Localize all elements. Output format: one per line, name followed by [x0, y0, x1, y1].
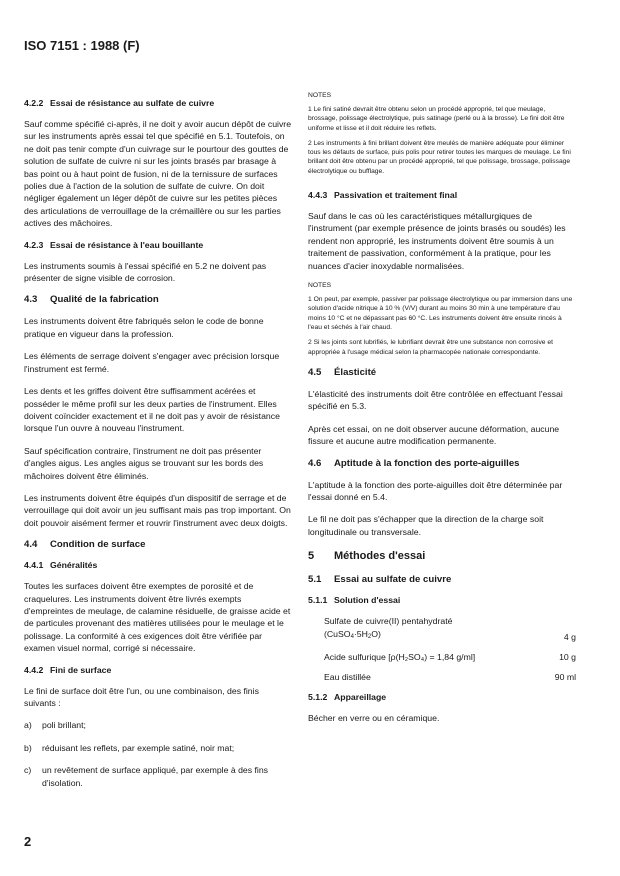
section-4-6-heading: 4.6 Aptitude à la fonction des porte-aiguilles	[308, 457, 520, 469]
section-5-1-1-heading: 5.1.1 Solution d'essai	[308, 595, 401, 606]
section-4-3-heading: 4.3 Qualité de la fabrication	[24, 294, 159, 306]
section-4-3-para-1: Les instruments doivent être fabriqués selon le code de bonne pratique en vigueur dans la profession.	[24, 316, 264, 339]
section-4-5-para-1: L'élasticité des instruments doit être contrôlée en effectuant l'essai spécifié en 5.3.	[308, 388, 563, 412]
section-4-3-para-4: Sauf spécification contraire, l'instrument ne doit pas présenter d'angles aigus. Les angles aigus se trouvant sur les bords des mâchoires doivent être éliminés.	[24, 445, 264, 481]
list-item: c) un revêtement de surface appliqué, par exemple à des fins d'isolation.	[24, 765, 269, 788]
solution-amount: 4 g	[563, 631, 576, 642]
section-4-4-2-heading: 4.4.2 Fini de surface	[24, 664, 112, 675]
test-solution-list	[324, 615, 576, 684]
notes-heading: NOTES	[308, 92, 332, 99]
solution-row	[324, 671, 576, 683]
section-4-6-para-1: L'aptitude à la fonction des porte-aiguilles doit être déterminée par l'essai donné en 5.4.	[308, 479, 563, 502]
section-4-2-2-heading: 4.2.2 Essai de résistance au sulfate de cuivre	[24, 98, 215, 108]
section-4-4-1-heading: 4.4.1 Généralités	[24, 560, 98, 571]
solution-component: Eau distillée	[324, 672, 371, 683]
notes-heading: NOTES	[308, 282, 332, 290]
note-item: 1 On peut, par exemple, passiver par polissage électrolytique ou par immersion dans une solution d'acide nitrique à 10 % (V/V) durant au moins 30 min à une température d'au moins 10 °C et ne dépassant pas 60 °C. Les instruments doivent être ensuite rincés à l'eau et séchés à l'air chaud.	[308, 296, 573, 331]
section-5-1-heading: 5.1 Essai au sulfate de cuivre	[308, 574, 452, 586]
section-4-4-3-heading: 4.4.3 Passivation et traitement final	[308, 190, 458, 201]
solution-component: Acide sulfurique [ρ(H₂SO₄) = 1,84 g/ml]	[324, 651, 476, 662]
section-5-heading: 5 Méthodes d'essai	[308, 550, 426, 563]
solution-row	[324, 615, 576, 643]
section-4-5-heading: 4.5 Élasticité	[308, 366, 377, 378]
section-4-6-para-2: Le fil ne doit pas s'échapper que la direction de la charge soit longitudinale ou transversale.	[308, 514, 544, 537]
section-4-3-para-2: Les éléments de serrage doivent s'engager avec précision lorsque l'instrument est fermé.	[24, 351, 280, 374]
section-4-3-para-3: Les dents et les griffes doivent être suffisamment acérées et posséder le même profil sur les deux parties de l'instrument. Elles doivent coïncider exactement et il ne doit pas y avoir de résistance lorsque l'un ouvre à nouveau l'instrument.	[24, 386, 280, 434]
note-item: 2 Si les joints sont lubrifiés, le lubrifiant devrait être une substance non corrosive et appropriée à l'usage médical selon la pharmacopée nationale correspondante.	[308, 339, 553, 356]
section-4-2-3-text: Les instruments soumis à l'essai spécifié en 5.2 ne doivent pas présenter de signe visible de corrosion.	[24, 260, 267, 284]
section-4-4-heading: 4.4 Condition de surface	[24, 539, 146, 551]
note-item: 2 Les instruments à fini brillant doivent être meulés de manière adéquate pour éliminer tous les défauts de surface, puis polis pour retirer toutes les marques de meulage. Le fini brillant doit être obtenu par un procédé approprié, tel que polissage, brossage, polissage électrolytique ou bufflage.	[308, 139, 571, 175]
page-number: 2	[24, 834, 32, 849]
section-4-2-2-text: Sauf comme spécifié ci-après, il ne doit y avoir aucun dépôt de cuivre sur les instruments après essai tel que spécifié en 5.1. Toutefois, on ne doit pas tenir compte d'un cuivrage sur le pourtour des gouttes de solution de sulfate de cuivre ni sur les joints brasés par brasage à bas point ou à haut point de fusion, ni de la ternissure de surfaces polies due à l'action de la solution de sulfate de cuivre. On doit négliger également un léger dépôt de cuivre sur les petites pièces des articulations de verrouillage de la crémaillère ou sur les parties actives des mâchoires.	[24, 119, 292, 229]
section-4-4-3-text: Sauf dans le cas où les caractéristiques métallurgiques de l'instrument (par exemple présence de joints brasés ou soudés) les rendent non approprié, les instruments doivent être soumis à un traitement de passivation, conformément à la pratique, pour les nuances d'acier inoxydable normalisées.	[308, 211, 566, 271]
solution-row	[324, 651, 576, 663]
section-4-2-3-heading: 4.2.3 Essai de résistance à l'eau bouillante	[24, 239, 204, 250]
right-column	[308, 92, 576, 734]
section-4-4-2-text: Le fini de surface doit être l'un, ou une combinaison, des finis suivants :	[24, 685, 259, 708]
solution-amount: 90 ml	[554, 672, 576, 683]
section-5-1-2-text: Bécher en verre ou en céramique.	[308, 712, 440, 723]
document-header: ISO 7151 : 1988 (F)	[24, 38, 140, 53]
list-item: b) réduisant les reflets, par exemple satiné, noir mat;	[24, 742, 235, 753]
list-item: a) poli brillant;	[24, 720, 86, 731]
solution-component: Sulfate de cuivre(II) pentahydraté (CuSO4·5H2O)	[324, 616, 453, 640]
left-column	[24, 92, 292, 799]
note-item: 1 Le fini satiné devrait être obtenu selon un procédé approprié, tel que meulage, brossage, polissage électrolytique, puis satinage (perlé ou à la brosse). Le fini doit être uniforme et lisse et il doit réduire les reflets.	[308, 106, 565, 132]
section-5-1-2-heading: 5.1.2 Appareillage	[308, 691, 387, 702]
section-4-4-1-text: Toutes les surfaces doivent être exemptes de porosité et de craquelures. Les instruments doivent être livrés exempts d'empreintes de meulage, de calamine résiduelle, de graisse acide et de particules provenant des matières utilisées pour le meulage et le polissage. La conformité à ces exigences doit être vérifiée par examen visuel normal, corrigé si nécessaire.	[24, 581, 291, 654]
section-4-3-para-5: Les instruments doivent être équipés d'un dispositif de serrage et de verrouillage qui doit avoir un jeu suffisant mais pas trop important. On doit pouvoir aisément fermer et rouvrir l'instrument avec deux doigts.	[24, 492, 291, 528]
solution-amount: 10 g	[559, 651, 576, 662]
section-4-5-para-2: Après cet essai, on ne doit observer aucune déformation, aucune fissure et aucune autre modification permanente.	[308, 423, 560, 447]
